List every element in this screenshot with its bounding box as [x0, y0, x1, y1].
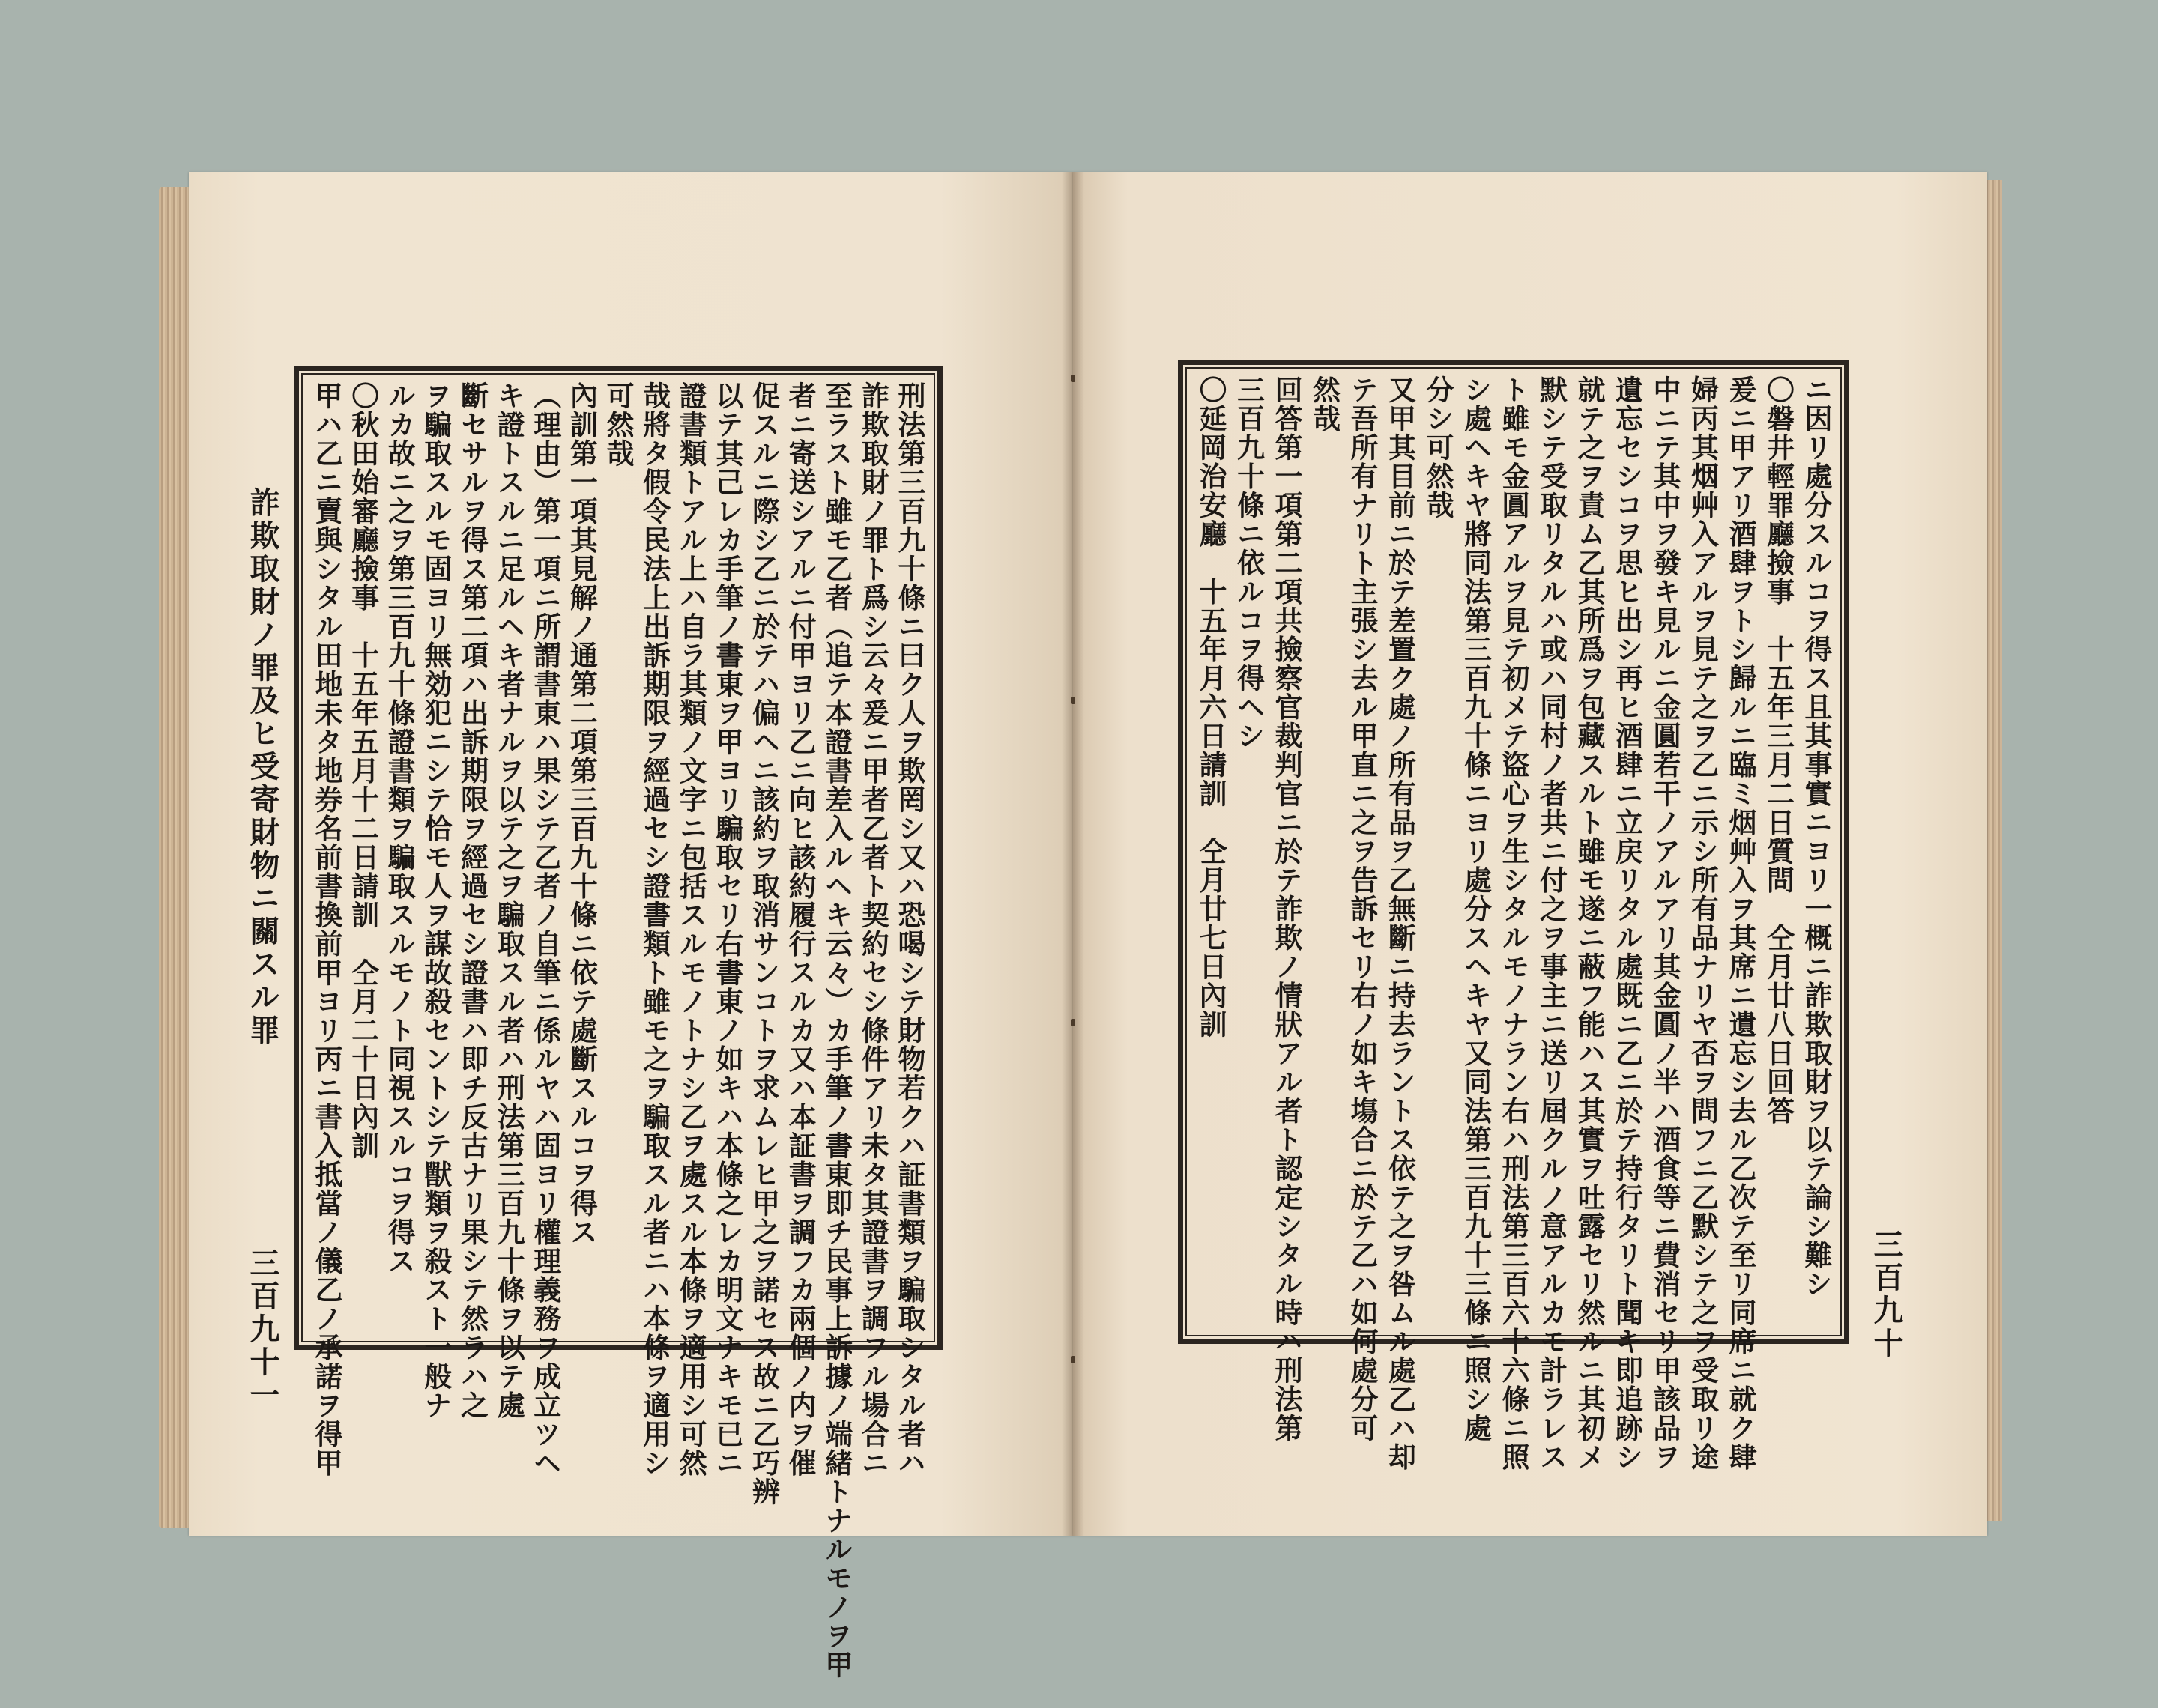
text-column: シ處ヘキヤ將同法第三百九十條ニヨリ處分スヘキヤ又同法第三百九十三條ニ照シ處: [1459, 375, 1493, 1443]
text-column: 然哉: [1308, 375, 1341, 433]
text-column: 就テ之ヲ責ム乙其所爲ヲ包藏スルト雖モ遂ニ蔽フ能ハス其實ヲ吐露セリ然ルニ其初メ: [1573, 375, 1606, 1471]
text-column: 遺忘セシコヲ思ヒ出シ再ヒ酒肆ニ立戻リタル處既ニ乙ニ於テ持行タリト聞キ即追跡シ: [1610, 375, 1644, 1471]
text-column: 證書類トアル上ハ自ラ其類ノ文字ニ包括スルモノトナシ乙ヲ處スル本條ヲ適用シ可然: [674, 381, 708, 1477]
text-column: 刑法第三百九十條ニ曰ク人ヲ欺罔シ又ハ恐喝シテ財物若クハ証書類ヲ騙取シタル者ハ: [893, 381, 926, 1477]
text-column: 默シテ受取リタルハ或ハ同村ノ者共ニ付之ヲ事主ニ送リ屆クルノ意アルカモ計ラレス: [1535, 375, 1568, 1471]
text-column: ルカ故ニ之ヲ第三百九十條證書類ヲ騙取スルモノト同視スルコヲ得ス: [383, 381, 417, 1276]
running-head: 詐欺取財ノ罪及ヒ受寄財物ニ關スル罪: [245, 487, 280, 1047]
text-column: 可然哉: [602, 381, 635, 468]
open-book: [159, 172, 2002, 1680]
text-column: 爰ニ甲アリ酒肆ヲトシ歸ルニ臨ミ烟艸入ヲ其席ニ遺忘シ去ル乙次テ至リ同席ニ就ク肆: [1724, 375, 1757, 1471]
text-column: 分シ可然哉: [1421, 375, 1454, 520]
text-column: 者ニ寄送シアルニ付甲ヨリ乙ニ向ヒ該約履行スルカ又ハ本証書ヲ調フカ兩個ノ内ヲ催: [784, 381, 817, 1477]
text-column: 又甲其目前ニ於テ差置ク處ノ所有品ヲ乙無斷ニ持去ラントス依テ之ヲ咎ムル處乙ハ却: [1383, 375, 1417, 1471]
text-column: 內訓第一項其見解ノ通第二項第三百九十條ニ依テ處斷スルコヲ得ス: [565, 381, 599, 1247]
text-column: ヲ騙取スルモ固ヨリ無効犯ニシテ恰モ人ヲ謀故殺セントシテ獸類ヲ殺スト一般ナ: [419, 381, 453, 1420]
text-column: 詐欺取財ノ罪ト爲シ云々爰ニ甲者乙者ト契約セシ條件アリ未タ其證書ヲ調フル場合ニ: [856, 381, 890, 1477]
right-text-frame: [1178, 360, 1849, 1471]
text-column: 〇秋田始審廳撿事 十五年五月十二日請訓 仝月二十日內訓: [346, 381, 380, 1160]
binding-stitch: [1071, 1356, 1075, 1363]
text-column: （理由）第一項ニ所謂書東ハ果シテ乙者ノ自筆ニ係ルヤハ固ヨリ權理義務ヲ成立ツヘ: [528, 381, 562, 1477]
text-column: 回答第一項第二項共撿察官裁判官ニ於テ詐欺ノ情狀アル者ト認定シタル時ハ刑法第: [1270, 375, 1303, 1443]
binding-stitch: [1071, 1019, 1075, 1026]
right-page: [1073, 172, 1987, 1536]
text-column: 三百九十條ニ依ルコヲ得ヘシ: [1232, 375, 1266, 751]
text-column: キ證トスルニ足ルヘキ者ナルヲ以テ之ヲ騙取スル者ハ刑法第三百九十條ヲ以テ處: [492, 381, 526, 1420]
text-column: 哉將タ假令民法上出訴期限ヲ經過セシ證書類ト雖モ之ヲ騙取スル者ニハ本條ヲ適用シ: [638, 381, 671, 1477]
text-column: 〇磐井輕罪廳撿事 十五年三月二日質問 仝月廿八日回答: [1762, 375, 1795, 1125]
text-column: ニ因リ處分スルコヲ得ス且其事實ニヨリ一概ニ詐欺取財ヲ以テ論シ難シ: [1800, 375, 1833, 1298]
text-column: 至ラスト雖モ乙者（追テ本證書差入ルヘキ云々）カ手筆ノ書東即チ民事上訴據ノ端緒トナルモノヲ甲: [820, 381, 853, 1680]
left-text-frame: [294, 366, 943, 1680]
text-column: テ吾所有ナリト主張シ去ル甲直ニ之ヲ告訴セリ右ノ如キ塲合ニ於テ乙ハ如何處分可: [1346, 375, 1379, 1443]
text-column: 斷セサルヲ得ス第二項ハ出訴期限ヲ經過セシ證書ハ即チ反古ナリ果シテ然ラハ之: [456, 381, 489, 1420]
left-page-number: 三百九十一: [245, 1247, 280, 1412]
text-column: 甲ハ乙ニ賣與シタル田地未タ地券名前書換前甲ヨリ丙ニ書入抵當ノ儀乙ノ承諾ヲ得甲: [310, 381, 343, 1477]
binding-stitch: [1071, 375, 1075, 382]
left-page: [189, 172, 1073, 1680]
text-column: 婦丙其烟艸入アルヲ見テ之ヲ乙ニ示シ所有品ナリヤ否ヲ問フニ乙默シテ之ヲ受取リ途: [1686, 375, 1720, 1471]
text-column: 促スルニ際シ乙ニ於テハ偏ヘニ該約ヲ取消サンコトヲ求ムレヒ甲之ヲ諾セス故ニ乙巧辨: [747, 381, 781, 1506]
text-column: 中ニテ其中ヲ發キ見ルニ金圓若干ノアルアリ其金圓ノ半ハ酒食等ニ費消セリ甲該品ヲ: [1648, 375, 1681, 1471]
right-page-number: 三百九十: [1869, 1229, 1904, 1360]
binding-stitch: [1071, 697, 1075, 704]
text-column: 以テ其己レカ手筆ノ書東ヲ甲ヨリ騙取セリ右書東ノ如キハ本條之レカ明文ナキモ已ニ: [710, 381, 744, 1477]
text-column: 〇延岡治安廳 十五年月六日請訓 仝月廿七日內訓: [1194, 375, 1227, 1039]
text-column: ト雖モ金圓アルヲ見テ初メテ盜心ヲ生シタルモノナラン右ハ刑法第三百六十六條ニ照: [1497, 375, 1530, 1471]
